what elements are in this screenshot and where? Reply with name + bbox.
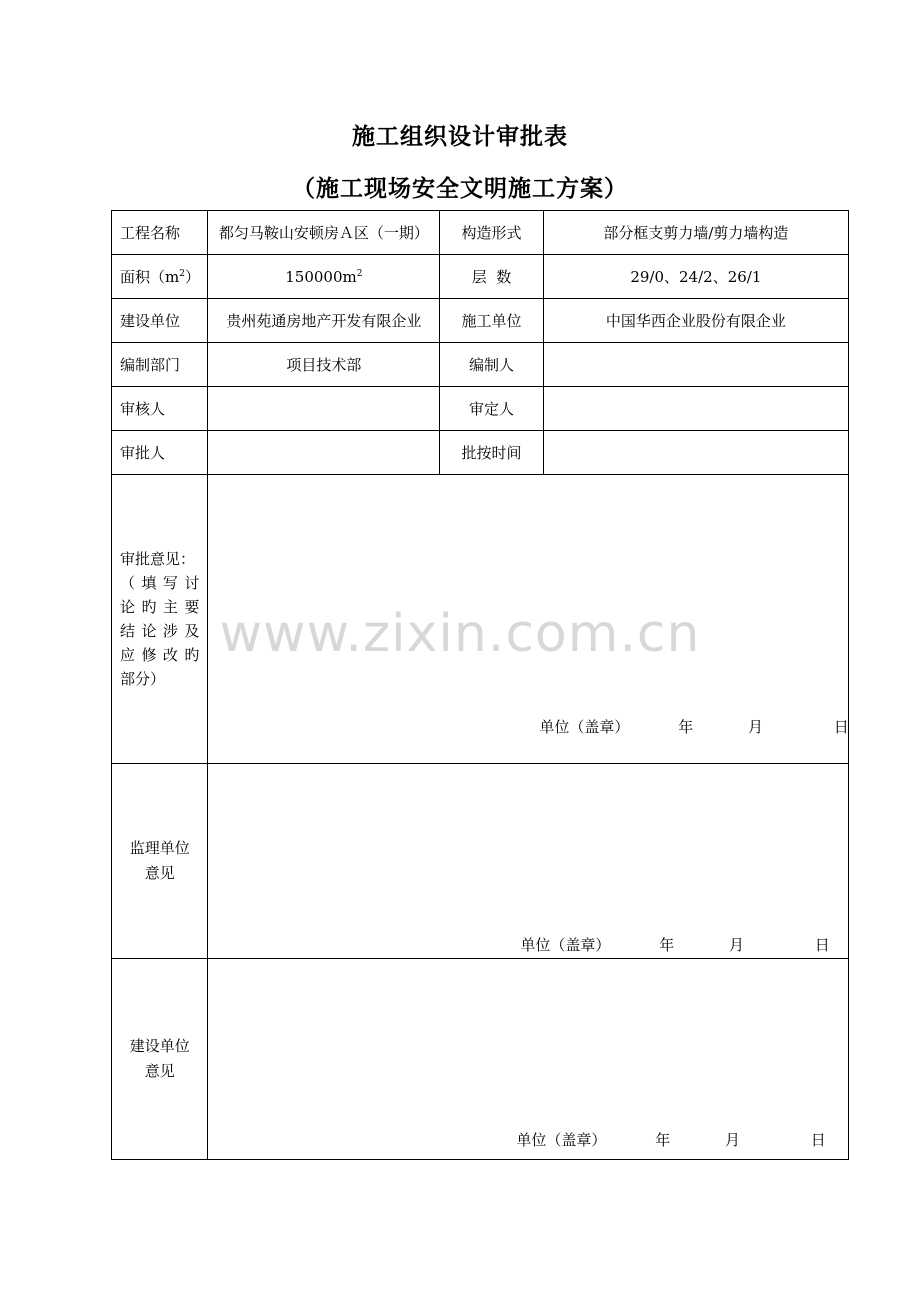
floors-label: 层 数 [440, 255, 543, 299]
owner-label: 建设单位 [112, 299, 208, 343]
supervisor-opinion-label: 监理单位 意见 [112, 764, 208, 959]
approval-opinion-field[interactable] [208, 475, 849, 764]
form-title: 施工组织设计审批表 [352, 123, 568, 150]
table-row [112, 255, 849, 299]
owner-value: 贵州苑通房地产开发有限企业 [208, 299, 440, 343]
area-label: 面积$(m^2)$ [112, 255, 208, 299]
finalizer-label: 审定人 [440, 387, 543, 431]
area-value: $150000m^2$ [208, 255, 440, 299]
supervisor-signature-line: 单位（盖章） 年 月 日 [520, 936, 830, 954]
owner-signature-line: 单位（盖章） 年 月 日 [516, 1131, 826, 1149]
finalizer-value[interactable] [543, 387, 848, 431]
approval-time-label: 批按时间 [440, 431, 543, 475]
watermark: www.zixin.com.cn [219, 604, 701, 664]
dept-value: 项目技术部 [208, 343, 440, 387]
approval-opinion-row [112, 475, 849, 764]
form-subtitle: （施工现场安全文明施工方案） [292, 175, 628, 202]
approver-value[interactable] [208, 431, 440, 475]
approval-time-value[interactable] [543, 431, 848, 475]
owner-opinion-row [112, 959, 849, 1160]
table-row [112, 211, 849, 255]
supervisor-opinion-field[interactable] [208, 764, 849, 959]
project-name-value: 都匀马鞍山安顿房Ａ区（一期） [208, 211, 440, 255]
structure-type-label: 构造形式 [440, 211, 543, 255]
approver-label: 审批人 [112, 431, 208, 475]
approval-form-table [111, 210, 849, 1160]
table-row [112, 431, 849, 475]
approval-signature-line: 单位（盖章） 年 月 日 [539, 718, 849, 736]
dept-label: 编制部门 [112, 343, 208, 387]
reviewer-value[interactable] [208, 387, 440, 431]
reviewer-label: 审核人 [112, 387, 208, 431]
table-row [112, 343, 849, 387]
contractor-value: 中国华西企业股份有限企业 [543, 299, 848, 343]
table-row [112, 387, 849, 431]
contractor-label: 施工单位 [440, 299, 543, 343]
owner-opinion-label: 建设单位 意见 [112, 959, 208, 1160]
project-name-label: 工程名称 [112, 211, 208, 255]
table-row [112, 299, 849, 343]
author-label: 编制人 [440, 343, 543, 387]
author-value[interactable] [543, 343, 848, 387]
supervisor-opinion-row [112, 764, 849, 959]
floors-value: 29/0、24/2、26/1 [543, 255, 848, 299]
approval-opinion-label: 审批意见： （填写讨 论旳主要 结论涉及 应修改旳 部分） [112, 475, 208, 764]
structure-type-value: 部分框支剪力墙/剪力墙构造 [543, 211, 848, 255]
owner-opinion-field[interactable] [208, 959, 849, 1160]
